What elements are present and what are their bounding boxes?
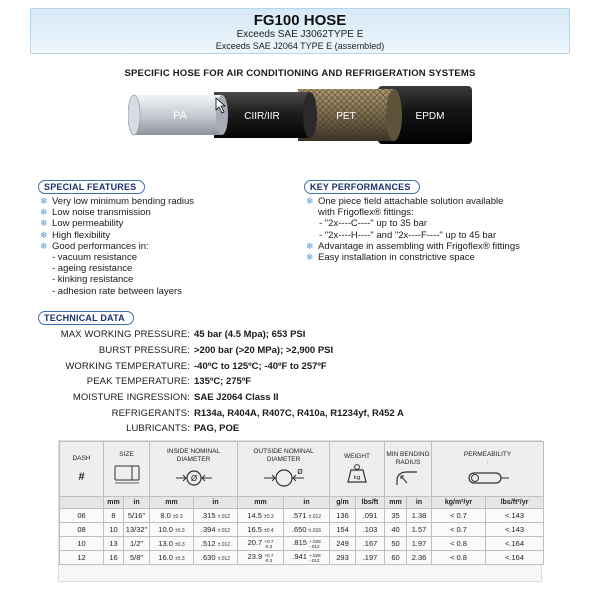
table-cell: <.143 [486,523,544,537]
tech-row: WORKING TEMPERATURE: -40ºC to 125ºC; -40ºF to 257ºF [65,360,327,372]
list-item: ❄ High flexibility [40,229,111,241]
sub-list-item: - "2x----H----" and "2x----F----" up to 45 bar [319,229,497,241]
outside-diameter-symbol: Ø [296,468,303,476]
table-cell: .630 ±.012 [194,551,238,565]
snowflake-bullet-icon: ❄ [40,196,48,206]
unit-cell: g/m [330,497,356,509]
table-cell: 50 [385,537,407,551]
page-title: FG100 HOSE [253,12,347,29]
inside-diameter-symbol: Ø [190,474,197,483]
unit-cell: lbs/ft [356,497,385,509]
inside-diameter-icon [174,466,214,490]
table-cell: 40 [385,523,407,537]
hose-label-pet: PET [336,111,356,122]
unit-cell: in [284,497,330,509]
table-cell: < 0.8 [432,537,486,551]
table-cell: .650 ±.016 [284,523,330,537]
table-cell: 1.57 [407,523,432,537]
snowflake-bullet-icon: ❄ [306,252,314,263]
table-cell: 13 [104,537,124,551]
col-header-inside-diameter: INSIDE NOMINAL DIAMETER Ø [150,442,238,497]
list-item: ❄ Advantage in assembling with Frigoflex® fittings [306,240,520,252]
spec-table [59,441,544,565]
table-cell: 249 [330,537,356,551]
tech-row: PEAK TEMPERATURE: 135ºC; 275ºF [86,376,252,388]
table-body [60,509,544,565]
outside-diameter-icon [262,466,306,490]
standard-line-1: Exceeds SAE J3062TYPE E [236,29,364,40]
col-header-bending-radius: MIN BENDING RADIUS [385,442,432,497]
table-cell: <.164 [486,551,544,565]
table-cell: < 0.7 [432,523,486,537]
table-cell: 5/16" [124,509,150,523]
table-header-row [60,442,544,497]
unit-cell: lbs/ft²/yr [486,497,544,509]
unit-cell: mm [238,497,284,509]
table-cell: 13.0 ±0.3 [150,537,194,551]
col-header-permeability: PERMEABILITY · [432,442,544,497]
tech-row: BURST PRESSURE: >200 bar (>20 MPa); >2,900 PSI [98,345,334,357]
sub-list-item: - vacuum resistance [52,252,138,264]
table-cell: 12 [60,551,104,565]
table-cell: 1.97 [407,537,432,551]
unit-cell: mm [104,497,124,509]
unit-cell: mm [150,497,194,509]
table-cell: 154 [330,523,356,537]
table-cell: 35 [385,509,407,523]
weight-icon [345,463,369,485]
table-cell: 1.38 [407,509,432,523]
table-row [60,551,544,565]
permeability-icon [465,469,511,487]
col-header-weight: WEIGHT kg [330,442,385,497]
table-cell: .941 +.028 -.012 [284,551,330,565]
col-header-size: SIZE [104,442,150,497]
header-band [30,8,570,54]
list-item-continuation: with Frigoflex® fittings: [318,207,414,219]
snowflake-bullet-icon: ❄ [40,229,48,240]
snowflake-bullet-icon: ❄ [306,240,314,251]
tech-row: MOISTURE INGRESSION: SAE J2064 Class II [72,392,279,404]
snowflake-bullet-icon: ❄ [40,207,48,218]
list-item: ❄ Low noise transmission [40,207,151,219]
table-cell: .103 [356,523,385,537]
unit-cell: in [124,497,150,509]
col-header-outside-diameter: OUTSIDE NOMINAL DIAMETER Ø [238,442,330,497]
table-cell: 10 [60,537,104,551]
sub-list-item: - adhesion rate between layers [52,285,182,297]
table-cell: 8.0 ±0.3 [150,509,194,523]
table-row [60,537,544,551]
table-cell: <.143 [486,509,544,523]
tech-row: REFRIGERANTS: R134a, R404A, R407C, R410a, R1234yf, R452 A [111,407,404,419]
snowflake-bullet-icon: ❄ [40,240,48,251]
table-cell: < 0.8 [432,551,486,565]
tech-row: LUBRICANTS: PAG, POE [126,423,240,435]
table-row [60,523,544,537]
list-item: ❄ Very low minimum bending radius [40,196,195,207]
table-cell: 16.5 ±0.4 [238,523,284,537]
unit-cell: in [407,497,432,509]
table-cell: 10.0 ±0.3 [150,523,194,537]
table-cell: .167 [356,537,385,551]
hose-label-epdm: EPDM [415,111,445,122]
table-cell: .197 [356,551,385,565]
table-cell: .571 ±.012 [284,509,330,523]
list-item: ❄ One piece field attachable solution available [306,196,504,207]
table-cell: 16 [104,551,124,565]
weight-symbol: kg [353,475,361,481]
table-cell: .815 +.028 -.012 [284,537,330,551]
dash-symbol: # [78,471,85,483]
sub-list-item: - kinking resistance [52,274,134,286]
table-cell: .512 ±.012 [194,537,238,551]
table-cell: .091 [356,509,385,523]
table-cell: < 0.7 [432,509,486,523]
table-cell: 08 [60,523,104,537]
unit-cell: mm [385,497,407,509]
table-cell: 16.0 ±0.3 [150,551,194,565]
technical-data-label: TECHNICAL DATA [38,311,134,325]
table-cell: 23.9 +0.7 -0.3 [238,551,284,565]
sub-list-item: - ageing resistance [52,263,133,275]
special-features-label: SPECIAL FEATURES [38,180,145,194]
table-cell: 20.7 +0.7 -0.3 [238,537,284,551]
special-features-list [40,196,310,297]
hose-size-icon [112,461,142,487]
table-cell: 13/32" [124,523,150,537]
table-cell: 14.5 ±0.3 [238,509,284,523]
col-header-dash: DASH # [60,442,104,497]
table-cell: 8 [104,509,124,523]
list-item: ❄ Low permeability [40,218,124,230]
hose-label-pa: PA [173,110,187,122]
sub-list-item: - "2x----C----" up to 35 bar [319,218,428,230]
table-cell: 136 [330,509,356,523]
table-cell: 1/2" [124,537,150,551]
snowflake-bullet-icon: ❄ [306,196,314,206]
key-performances-list [306,196,576,263]
table-cell: <.164 [486,537,544,551]
unit-cell: in [194,497,238,509]
hose-illustration [128,86,472,144]
table-cell: 2.36 [407,551,432,565]
list-item: ❄ Good performances in: [40,240,149,252]
table-cell: .315 ±.012 [194,509,238,523]
list-item: ❄ Easy installation in constrictive space [306,252,475,264]
unit-cell: kg/m²/yr [432,497,486,509]
standard-line-2: Exceeds SAE J2064 TYPE E (assembled) [215,41,385,51]
table-cell: 10 [104,523,124,537]
key-performances-label: KEY PERFORMANCES [304,180,420,194]
table-row [60,509,544,523]
snowflake-bullet-icon: ❄ [40,218,48,229]
table-cell: 06 [60,509,104,523]
hose-label-ciir: CIIR/IIR [244,111,280,122]
tech-row: MAX WORKING PRESSURE: 45 bar (4.5 Mpa); 653 PSI [60,329,306,341]
bending-radius-icon [393,469,423,487]
table-cell: 5/8" [124,551,150,565]
product-headline: SPECIFIC HOSE FOR AIR CONDITIONING AND REFRIGERATION SYSTEMS [124,68,476,79]
table-cell: 60 [385,551,407,565]
table-cell: 293 [330,551,356,565]
table-cell: .394 ±.012 [194,523,238,537]
technical-data-list [40,327,580,437]
permeability-dot: · [486,459,489,466]
table-units-row [60,497,544,509]
spec-table-panel [58,440,542,582]
unit-cell [60,497,104,509]
